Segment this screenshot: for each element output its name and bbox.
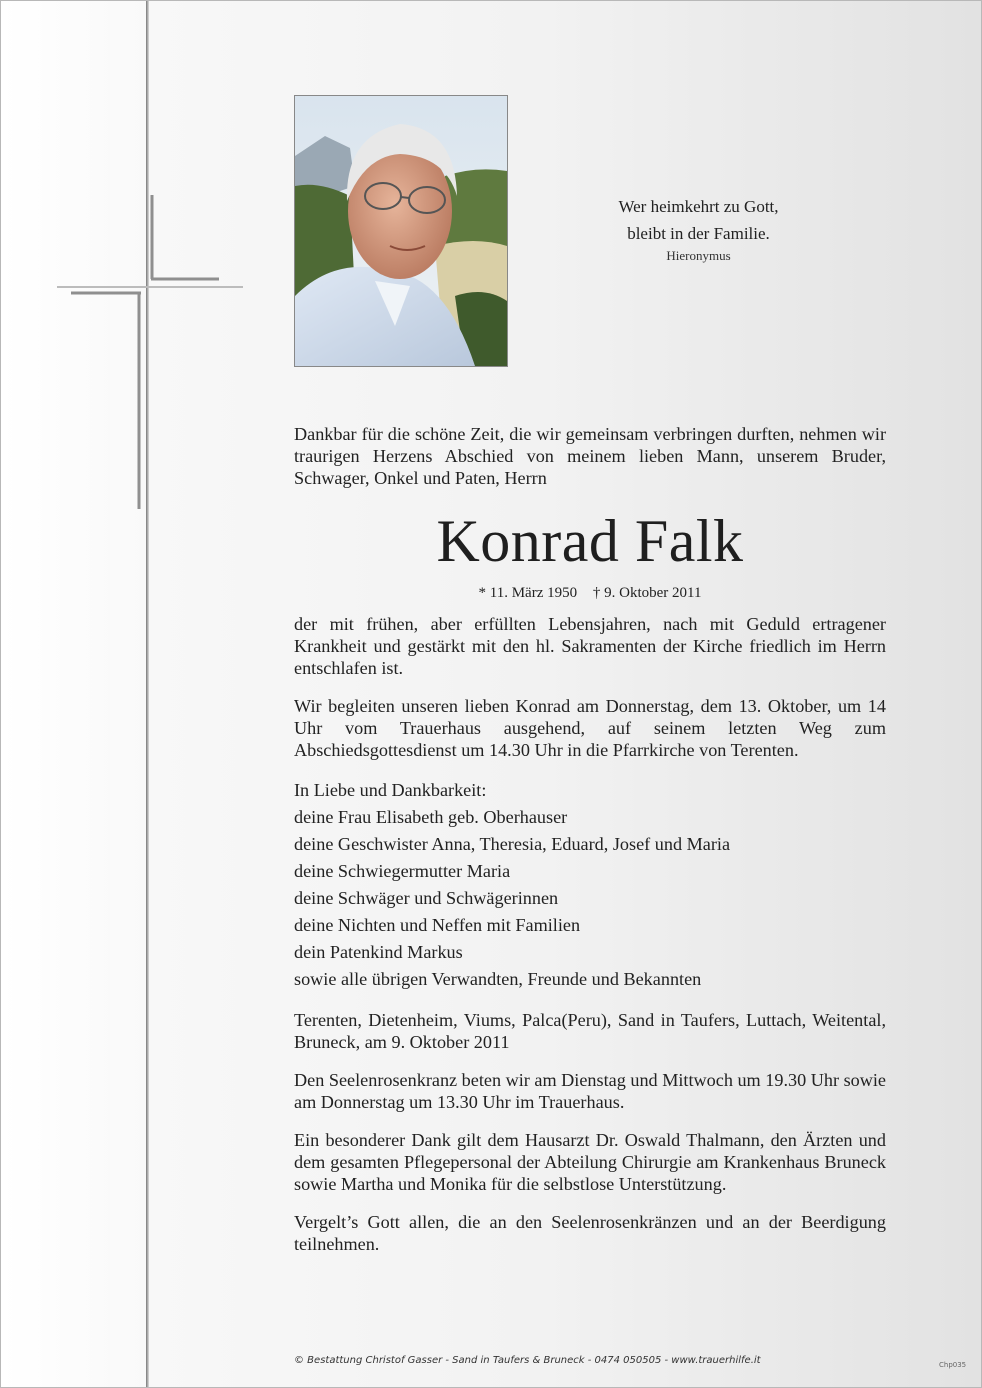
funeral-paragraph: Wir begleiten unseren lieben Konrad am Donnerstag, dem 13. Oktober, um 14 Uhr vom Trauerhaus ausgehend, auf seinem letzten Weg zum Abschiedsgottesdienst um 14.30 Uhr in die Pfarrkirche von Terenten. xyxy=(294,696,886,760)
mourner-line: deine Geschwister Anna, Theresia, Eduard, Josef und Maria xyxy=(294,834,731,854)
mourner-line: dein Patenkind Markus xyxy=(294,942,463,962)
mourner-line: deine Schwäger und Schwägerinnen xyxy=(294,888,559,908)
rosary-paragraph: Den Seelenrosenkranz beten wir am Dienstag und Mittwoch um 19.30 Uhr sowie am Donnerstag um 13.30 Uhr im Trauerhaus. xyxy=(294,1070,886,1112)
life-dates xyxy=(294,583,886,603)
mourner-line: In Liebe und Dankbarkeit: xyxy=(294,780,487,800)
motto-line-2: bleibt in der Familie. xyxy=(627,224,770,243)
mourner-line: sowie alle übrigen Verwandten, Freunde und Bekannten xyxy=(294,969,702,989)
obituary-text xyxy=(294,423,886,1255)
portrait-photo xyxy=(294,95,508,367)
motto-quote xyxy=(561,193,836,265)
motto-line-1: Wer heimkehrt zu Gott, xyxy=(618,197,779,216)
motto-author: Hieronymus xyxy=(666,248,731,263)
thanks-paragraph: Ein besonderer Dank gilt dem Hausarzt Dr. Oswald Thalmann, den Ärzten und dem gesamten Pflegepersonal der Abteilung Chirurgie am Krankenhaus Bruneck sowie Martha und Monika für die selbstlose Unterstützung. xyxy=(294,1130,886,1194)
mourners-list xyxy=(294,777,886,993)
template-code: Chp035 xyxy=(939,1361,967,1369)
passing-paragraph: der mit frühen, aber erfüllten Lebensjahren, nach mit Geduld ertragener Krankheit und gestärkt mit den hl. Sakramenten der Kirche friedlich im Herrn entschlafen ist. xyxy=(294,614,886,678)
mourner-line: deine Schwiegermutter Maria xyxy=(294,861,511,881)
place-date-paragraph: Terenten, Dietenheim, Viums, Palca(Peru), Sand in Taufers, Luttach, Weitental, Bruneck, am 9. Oktober 2011 xyxy=(294,1010,886,1052)
intro-paragraph: Dankbar für die schöne Zeit, die wir gemeinsam verbringen durften, nehmen wir traurigen Herzens Abschied von meinem lieben Mann, unserem Bruder, Schwager, Onkel und Paten, Herrn xyxy=(294,424,886,488)
deceased-name: Konrad Falk xyxy=(436,508,744,574)
mourner-line: deine Nichten und Neffen mit Familien xyxy=(294,915,581,935)
cross-icon xyxy=(1,1,261,561)
mourner-line: deine Frau Elisabeth geb. Oberhauser xyxy=(294,807,568,827)
death-date: † 9. Oktober 2011 xyxy=(592,585,702,601)
closing-paragraph: Vergelt’s Gott allen, die an den Seelenrosenkränzen und an der Beerdigung teilnehmen. xyxy=(294,1212,886,1254)
birth-date: * 11. März 1950 xyxy=(478,585,578,601)
footer-credit: © Bestattung Christof Gasser - Sand in Taufers & Bruneck - 0474 050505 - www.trauerhilfe.it xyxy=(294,1355,761,1366)
